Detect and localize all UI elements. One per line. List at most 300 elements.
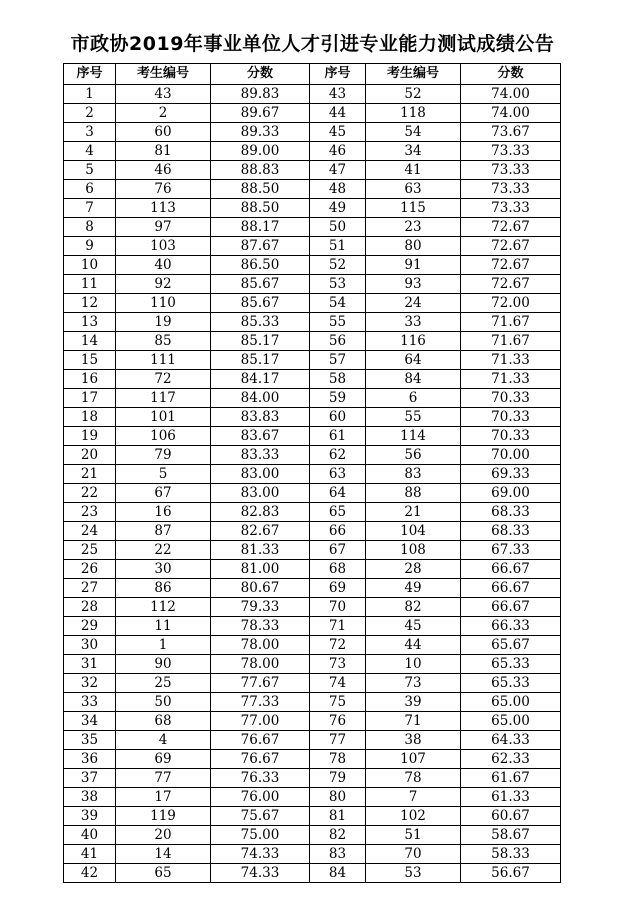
cell-seq: 61: [310, 427, 366, 446]
table-row: [64, 807, 561, 826]
cell-score: 68.33: [461, 503, 561, 522]
cell-seq: 69: [310, 579, 366, 598]
cell-score: 56.67: [461, 864, 561, 883]
cell-score: 83.83: [211, 408, 310, 427]
cell-score: 74.00: [461, 104, 561, 123]
cell-score: 74.33: [211, 864, 310, 883]
cell-candidate-id: 33: [366, 313, 461, 332]
cell-candidate-id: 67: [116, 484, 211, 503]
header-score: 分数: [461, 64, 561, 85]
cell-seq: 36: [64, 750, 116, 769]
cell-score: 70.33: [461, 427, 561, 446]
cell-candidate-id: 80: [366, 237, 461, 256]
cell-seq: 17: [64, 389, 116, 408]
cell-candidate-id: 84: [366, 370, 461, 389]
cell-candidate-id: 38: [366, 731, 461, 750]
cell-score: 84.00: [211, 389, 310, 408]
table-row: [64, 522, 561, 541]
cell-seq: 15: [64, 351, 116, 370]
cell-candidate-id: 71: [366, 712, 461, 731]
cell-score: 74.33: [211, 845, 310, 864]
cell-candidate-id: 16: [116, 503, 211, 522]
cell-score: 58.67: [461, 826, 561, 845]
cell-score: 84.17: [211, 370, 310, 389]
table-row: [64, 199, 561, 218]
table-row: [64, 617, 561, 636]
table-row: [64, 161, 561, 180]
cell-candidate-id: 41: [366, 161, 461, 180]
cell-candidate-id: 20: [116, 826, 211, 845]
cell-score: 77.00: [211, 712, 310, 731]
cell-candidate-id: 117: [116, 389, 211, 408]
cell-candidate-id: 2: [116, 104, 211, 123]
cell-candidate-id: 25: [116, 674, 211, 693]
table-row: [64, 313, 561, 332]
cell-seq: 26: [64, 560, 116, 579]
cell-score: 85.33: [211, 313, 310, 332]
cell-score: 70.33: [461, 408, 561, 427]
cell-seq: 3: [64, 123, 116, 142]
cell-seq: 22: [64, 484, 116, 503]
cell-seq: 72: [310, 636, 366, 655]
cell-seq: 11: [64, 275, 116, 294]
cell-candidate-id: 101: [116, 408, 211, 427]
cell-candidate-id: 108: [366, 541, 461, 560]
cell-score: 86.50: [211, 256, 310, 275]
cell-score: 69.00: [461, 484, 561, 503]
cell-candidate-id: 110: [116, 294, 211, 313]
cell-candidate-id: 49: [366, 579, 461, 598]
cell-seq: 6: [64, 180, 116, 199]
cell-score: 71.33: [461, 370, 561, 389]
cell-score: 88.17: [211, 218, 310, 237]
cell-seq: 31: [64, 655, 116, 674]
cell-score: 65.67: [461, 636, 561, 655]
cell-score: 76.67: [211, 731, 310, 750]
cell-candidate-id: 45: [366, 617, 461, 636]
cell-score: 70.33: [461, 389, 561, 408]
table-row: [64, 465, 561, 484]
table-row: [64, 123, 561, 142]
cell-seq: 79: [310, 769, 366, 788]
cell-score: 77.67: [211, 674, 310, 693]
cell-seq: 20: [64, 446, 116, 465]
cell-score: 85.67: [211, 294, 310, 313]
cell-score: 65.00: [461, 693, 561, 712]
cell-seq: 40: [64, 826, 116, 845]
cell-candidate-id: 104: [366, 522, 461, 541]
cell-score: 89.33: [211, 123, 310, 142]
cell-score: 72.67: [461, 218, 561, 237]
table-row: [64, 864, 561, 883]
cell-seq: 29: [64, 617, 116, 636]
cell-seq: 81: [310, 807, 366, 826]
cell-seq: 35: [64, 731, 116, 750]
cell-score: 75.67: [211, 807, 310, 826]
table-row: [64, 731, 561, 750]
table-row: [64, 142, 561, 161]
cell-candidate-id: 11: [116, 617, 211, 636]
cell-score: 66.67: [461, 598, 561, 617]
cell-score: 75.00: [211, 826, 310, 845]
cell-score: 78.00: [211, 636, 310, 655]
cell-seq: 19: [64, 427, 116, 446]
cell-candidate-id: 46: [116, 161, 211, 180]
cell-seq: 28: [64, 598, 116, 617]
cell-candidate-id: 73: [366, 674, 461, 693]
cell-candidate-id: 4: [116, 731, 211, 750]
cell-candidate-id: 56: [366, 446, 461, 465]
cell-seq: 73: [310, 655, 366, 674]
table-row: [64, 351, 561, 370]
cell-candidate-id: 40: [116, 256, 211, 275]
cell-score: 73.33: [461, 199, 561, 218]
cell-candidate-id: 97: [116, 218, 211, 237]
cell-score: 83.00: [211, 484, 310, 503]
cell-score: 73.33: [461, 180, 561, 199]
cell-score: 77.33: [211, 693, 310, 712]
cell-candidate-id: 114: [366, 427, 461, 446]
cell-candidate-id: 54: [366, 123, 461, 142]
cell-seq: 41: [64, 845, 116, 864]
cell-candidate-id: 22: [116, 541, 211, 560]
table-row: [64, 427, 561, 446]
cell-score: 70.00: [461, 446, 561, 465]
cell-seq: 39: [64, 807, 116, 826]
cell-candidate-id: 52: [366, 85, 461, 104]
table-row: [64, 560, 561, 579]
cell-candidate-id: 50: [116, 693, 211, 712]
table-row: [64, 750, 561, 769]
cell-candidate-id: 5: [116, 465, 211, 484]
cell-seq: 62: [310, 446, 366, 465]
cell-seq: 64: [310, 484, 366, 503]
table-row: [64, 85, 561, 104]
cell-seq: 77: [310, 731, 366, 750]
cell-score: 88.50: [211, 199, 310, 218]
cell-seq: 60: [310, 408, 366, 427]
cell-candidate-id: 92: [116, 275, 211, 294]
cell-candidate-id: 10: [366, 655, 461, 674]
table-row: [64, 180, 561, 199]
cell-candidate-id: 107: [366, 750, 461, 769]
cell-candidate-id: 79: [116, 446, 211, 465]
cell-score: 88.50: [211, 180, 310, 199]
cell-seq: 14: [64, 332, 116, 351]
table-row: [64, 104, 561, 123]
table-row: [64, 237, 561, 256]
cell-seq: 83: [310, 845, 366, 864]
cell-seq: 53: [310, 275, 366, 294]
cell-candidate-id: 87: [116, 522, 211, 541]
cell-seq: 13: [64, 313, 116, 332]
cell-score: 71.33: [461, 351, 561, 370]
score-table: [63, 63, 561, 883]
cell-score: 73.67: [461, 123, 561, 142]
cell-seq: 70: [310, 598, 366, 617]
cell-score: 61.33: [461, 788, 561, 807]
cell-score: 61.67: [461, 769, 561, 788]
cell-candidate-id: 78: [366, 769, 461, 788]
cell-seq: 30: [64, 636, 116, 655]
cell-score: 66.33: [461, 617, 561, 636]
cell-candidate-id: 72: [116, 370, 211, 389]
cell-seq: 18: [64, 408, 116, 427]
header-candidate-id: 考生编号: [116, 64, 211, 85]
cell-seq: 43: [310, 85, 366, 104]
cell-candidate-id: 106: [116, 427, 211, 446]
cell-score: 66.67: [461, 560, 561, 579]
cell-candidate-id: 43: [116, 85, 211, 104]
table-row: [64, 674, 561, 693]
cell-seq: 52: [310, 256, 366, 275]
cell-seq: 47: [310, 161, 366, 180]
cell-seq: 65: [310, 503, 366, 522]
table-row: [64, 845, 561, 864]
cell-candidate-id: 63: [366, 180, 461, 199]
table-header-row: [64, 64, 561, 85]
cell-score: 76.67: [211, 750, 310, 769]
table-row: [64, 294, 561, 313]
cell-seq: 8: [64, 218, 116, 237]
table-row: [64, 826, 561, 845]
cell-candidate-id: 68: [116, 712, 211, 731]
table-row: [64, 693, 561, 712]
cell-score: 81.00: [211, 560, 310, 579]
cell-score: 87.67: [211, 237, 310, 256]
cell-score: 76.33: [211, 769, 310, 788]
cell-candidate-id: 70: [366, 845, 461, 864]
cell-seq: 34: [64, 712, 116, 731]
cell-seq: 9: [64, 237, 116, 256]
cell-candidate-id: 19: [116, 313, 211, 332]
table-row: [64, 712, 561, 731]
cell-candidate-id: 88: [366, 484, 461, 503]
cell-candidate-id: 6: [366, 389, 461, 408]
table-row: [64, 275, 561, 294]
table-row: [64, 655, 561, 674]
cell-candidate-id: 85: [116, 332, 211, 351]
cell-score: 71.67: [461, 332, 561, 351]
cell-seq: 2: [64, 104, 116, 123]
cell-seq: 74: [310, 674, 366, 693]
cell-score: 73.33: [461, 142, 561, 161]
cell-seq: 33: [64, 693, 116, 712]
cell-candidate-id: 7: [366, 788, 461, 807]
cell-seq: 42: [64, 864, 116, 883]
cell-seq: 1: [64, 85, 116, 104]
cell-candidate-id: 24: [366, 294, 461, 313]
table-row: [64, 598, 561, 617]
header-score: 分数: [211, 64, 310, 85]
cell-seq: 58: [310, 370, 366, 389]
cell-seq: 56: [310, 332, 366, 351]
cell-candidate-id: 77: [116, 769, 211, 788]
cell-seq: 75: [310, 693, 366, 712]
cell-score: 68.33: [461, 522, 561, 541]
cell-candidate-id: 111: [116, 351, 211, 370]
cell-seq: 63: [310, 465, 366, 484]
cell-score: 72.00: [461, 294, 561, 313]
cell-score: 66.67: [461, 579, 561, 598]
cell-candidate-id: 21: [366, 503, 461, 522]
cell-candidate-id: 28: [366, 560, 461, 579]
cell-score: 65.33: [461, 655, 561, 674]
cell-candidate-id: 119: [116, 807, 211, 826]
cell-candidate-id: 93: [366, 275, 461, 294]
cell-candidate-id: 44: [366, 636, 461, 655]
cell-score: 89.00: [211, 142, 310, 161]
cell-candidate-id: 60: [116, 123, 211, 142]
cell-seq: 46: [310, 142, 366, 161]
cell-seq: 32: [64, 674, 116, 693]
cell-seq: 66: [310, 522, 366, 541]
cell-seq: 45: [310, 123, 366, 142]
cell-seq: 12: [64, 294, 116, 313]
table-row: [64, 332, 561, 351]
cell-score: 89.83: [211, 85, 310, 104]
cell-score: 81.33: [211, 541, 310, 560]
table-row: [64, 484, 561, 503]
cell-seq: 57: [310, 351, 366, 370]
cell-seq: 44: [310, 104, 366, 123]
table-row: [64, 408, 561, 427]
cell-candidate-id: 91: [366, 256, 461, 275]
cell-score: 64.33: [461, 731, 561, 750]
cell-seq: 82: [310, 826, 366, 845]
header-seq: 序号: [64, 64, 116, 85]
cell-score: 78.33: [211, 617, 310, 636]
cell-candidate-id: 69: [116, 750, 211, 769]
header-seq: 序号: [310, 64, 366, 85]
cell-score: 67.33: [461, 541, 561, 560]
cell-candidate-id: 23: [366, 218, 461, 237]
cell-score: 60.67: [461, 807, 561, 826]
cell-score: 72.67: [461, 256, 561, 275]
cell-seq: 51: [310, 237, 366, 256]
cell-seq: 59: [310, 389, 366, 408]
cell-seq: 4: [64, 142, 116, 161]
cell-candidate-id: 14: [116, 845, 211, 864]
cell-candidate-id: 83: [366, 465, 461, 484]
cell-seq: 80: [310, 788, 366, 807]
cell-candidate-id: 76: [116, 180, 211, 199]
cell-candidate-id: 30: [116, 560, 211, 579]
table-row: [64, 541, 561, 560]
cell-candidate-id: 65: [116, 864, 211, 883]
cell-score: 69.33: [461, 465, 561, 484]
cell-score: 65.00: [461, 712, 561, 731]
table-row: [64, 256, 561, 275]
cell-seq: 71: [310, 617, 366, 636]
cell-seq: 55: [310, 313, 366, 332]
cell-candidate-id: 115: [366, 199, 461, 218]
table-row: [64, 389, 561, 408]
cell-candidate-id: 51: [366, 826, 461, 845]
cell-seq: 10: [64, 256, 116, 275]
cell-candidate-id: 1: [116, 636, 211, 655]
cell-score: 73.33: [461, 161, 561, 180]
cell-seq: 54: [310, 294, 366, 313]
cell-score: 58.33: [461, 845, 561, 864]
cell-candidate-id: 82: [366, 598, 461, 617]
cell-seq: 49: [310, 199, 366, 218]
cell-seq: 37: [64, 769, 116, 788]
cell-seq: 21: [64, 465, 116, 484]
cell-candidate-id: 116: [366, 332, 461, 351]
cell-candidate-id: 39: [366, 693, 461, 712]
cell-score: 85.17: [211, 351, 310, 370]
cell-seq: 24: [64, 522, 116, 541]
cell-candidate-id: 55: [366, 408, 461, 427]
cell-score: 83.00: [211, 465, 310, 484]
cell-candidate-id: 102: [366, 807, 461, 826]
cell-score: 62.33: [461, 750, 561, 769]
table-row: [64, 218, 561, 237]
cell-score: 72.67: [461, 237, 561, 256]
cell-candidate-id: 113: [116, 199, 211, 218]
cell-seq: 48: [310, 180, 366, 199]
cell-score: 78.00: [211, 655, 310, 674]
cell-score: 85.67: [211, 275, 310, 294]
header-candidate-id: 考生编号: [366, 64, 461, 85]
cell-seq: 25: [64, 541, 116, 560]
cell-seq: 68: [310, 560, 366, 579]
cell-score: 79.33: [211, 598, 310, 617]
cell-score: 76.00: [211, 788, 310, 807]
cell-seq: 78: [310, 750, 366, 769]
cell-candidate-id: 64: [366, 351, 461, 370]
cell-score: 82.67: [211, 522, 310, 541]
table-row: [64, 788, 561, 807]
cell-candidate-id: 53: [366, 864, 461, 883]
cell-score: 83.67: [211, 427, 310, 446]
cell-score: 83.33: [211, 446, 310, 465]
table-row: [64, 503, 561, 522]
cell-candidate-id: 103: [116, 237, 211, 256]
cell-candidate-id: 17: [116, 788, 211, 807]
table-row: [64, 370, 561, 389]
cell-score: 72.67: [461, 275, 561, 294]
page-title: 市政协2019年事业单位人才引进专业能力测试成绩公告: [70, 33, 555, 55]
cell-seq: 23: [64, 503, 116, 522]
table-row: [64, 769, 561, 788]
cell-seq: 16: [64, 370, 116, 389]
cell-score: 74.00: [461, 85, 561, 104]
cell-score: 65.33: [461, 674, 561, 693]
cell-candidate-id: 90: [116, 655, 211, 674]
cell-score: 82.83: [211, 503, 310, 522]
cell-score: 80.67: [211, 579, 310, 598]
cell-seq: 50: [310, 218, 366, 237]
cell-seq: 67: [310, 541, 366, 560]
cell-seq: 27: [64, 579, 116, 598]
table-body: [64, 85, 561, 883]
table-row: [64, 579, 561, 598]
cell-candidate-id: 81: [116, 142, 211, 161]
cell-seq: 76: [310, 712, 366, 731]
cell-candidate-id: 112: [116, 598, 211, 617]
cell-candidate-id: 118: [366, 104, 461, 123]
cell-seq: 5: [64, 161, 116, 180]
cell-seq: 7: [64, 199, 116, 218]
cell-score: 88.83: [211, 161, 310, 180]
cell-seq: 38: [64, 788, 116, 807]
table-row: [64, 446, 561, 465]
cell-score: 71.67: [461, 313, 561, 332]
cell-score: 89.67: [211, 104, 310, 123]
cell-candidate-id: 34: [366, 142, 461, 161]
